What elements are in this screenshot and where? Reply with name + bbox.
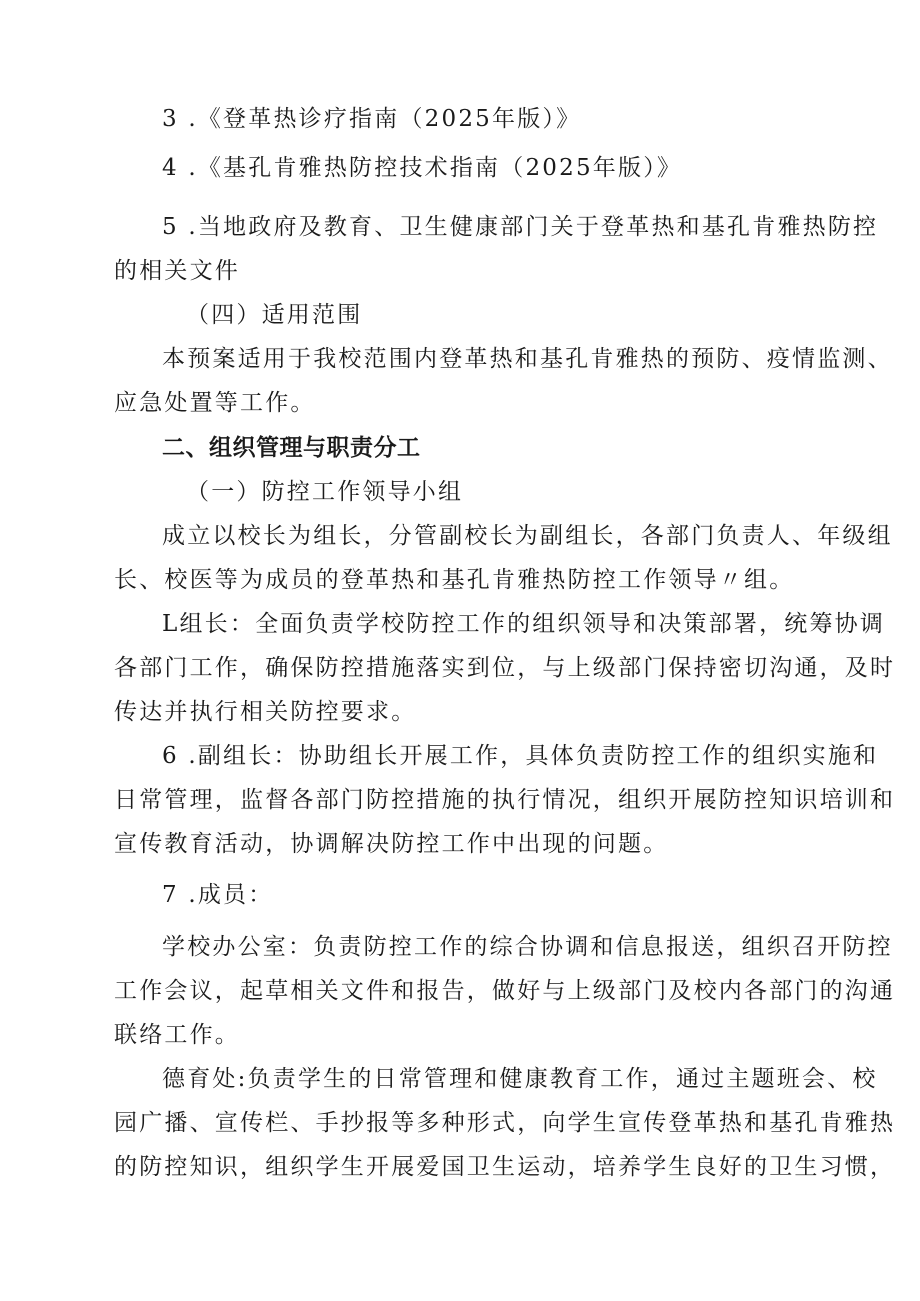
- section-heading-leadership-group: （一）防控工作领导小组: [186, 479, 464, 505]
- reference-item-5-cont: 的相关文件: [114, 258, 240, 284]
- paragraph-deputy-leader-cont-1: 日常管理，监督各部门防控措施的执行情况，组织开展防控知识培训和: [114, 787, 896, 813]
- reference-item-4: 4 .《基孔肯雅热防控技术指南（2025年版）》: [162, 155, 683, 181]
- paragraph-leader-cont-2: 传达并执行相关防控要求。: [114, 699, 417, 725]
- reference-item-3: 3 .《登革热诊疗指南（2025年版）》: [162, 106, 582, 132]
- paragraph-scope-cont: 应急处置等工作。: [114, 390, 316, 416]
- chapter-heading-organization: 二、组织管理与职责分工: [162, 435, 421, 461]
- paragraph-leadership: 成立以校长为组长，分管副校长为副组长，各部门负责人、年级组: [162, 523, 893, 549]
- paragraph-school-office-cont-2: 联络工作。: [114, 1022, 240, 1048]
- paragraph-deputy-leader: 6 .副组长：协助组长开展工作，具体负责防控工作的组织实施和: [162, 743, 879, 769]
- paragraph-scope: 本预案适用于我校范围内登革热和基孔肯雅热的预防、疫情监测、: [162, 346, 893, 372]
- paragraph-deputy-leader-cont-2: 宣传教育活动，协调解决防控工作中出现的问题。: [114, 831, 669, 857]
- paragraph-leadership-cont: 长、校医等为成员的登革热和基孔肯雅热防控工作领导〃组。: [114, 567, 795, 593]
- paragraph-school-office: 学校办公室：负责防控工作的综合协调和信息报送，组织召开防控: [162, 934, 893, 960]
- section-heading-scope: （四）适用范围: [186, 302, 363, 328]
- paragraph-moral-education-cont-1: 园广播、宣传栏、手抄报等多种形式，向学生宣传登革热和基孔肯雅热: [114, 1110, 896, 1136]
- paragraph-school-office-cont-1: 工作会议，起草相关文件和报告，做好与上级部门及校内各部门的沟通: [114, 978, 896, 1004]
- paragraph-moral-education-cont-2: 的防控知识，组织学生开展爱国卫生运动，培养学生良好的卫生习惯，: [114, 1154, 896, 1180]
- paragraph-moral-education: 德育处:负责学生的日常管理和健康教育工作，通过主题班会、校: [162, 1066, 878, 1092]
- paragraph-leader-cont-1: 各部门工作，确保防控措施落实到位，与上级部门保持密切沟通，及时: [114, 655, 896, 681]
- reference-item-5: 5 .当地政府及教育、卫生健康部门关于登革热和基孔肯雅热防控: [162, 214, 879, 240]
- paragraph-members: 7 .成员：: [162, 882, 274, 908]
- paragraph-leader: L组长：全面负责学校防控工作的组织领导和决策部署，统筹协调: [162, 611, 886, 637]
